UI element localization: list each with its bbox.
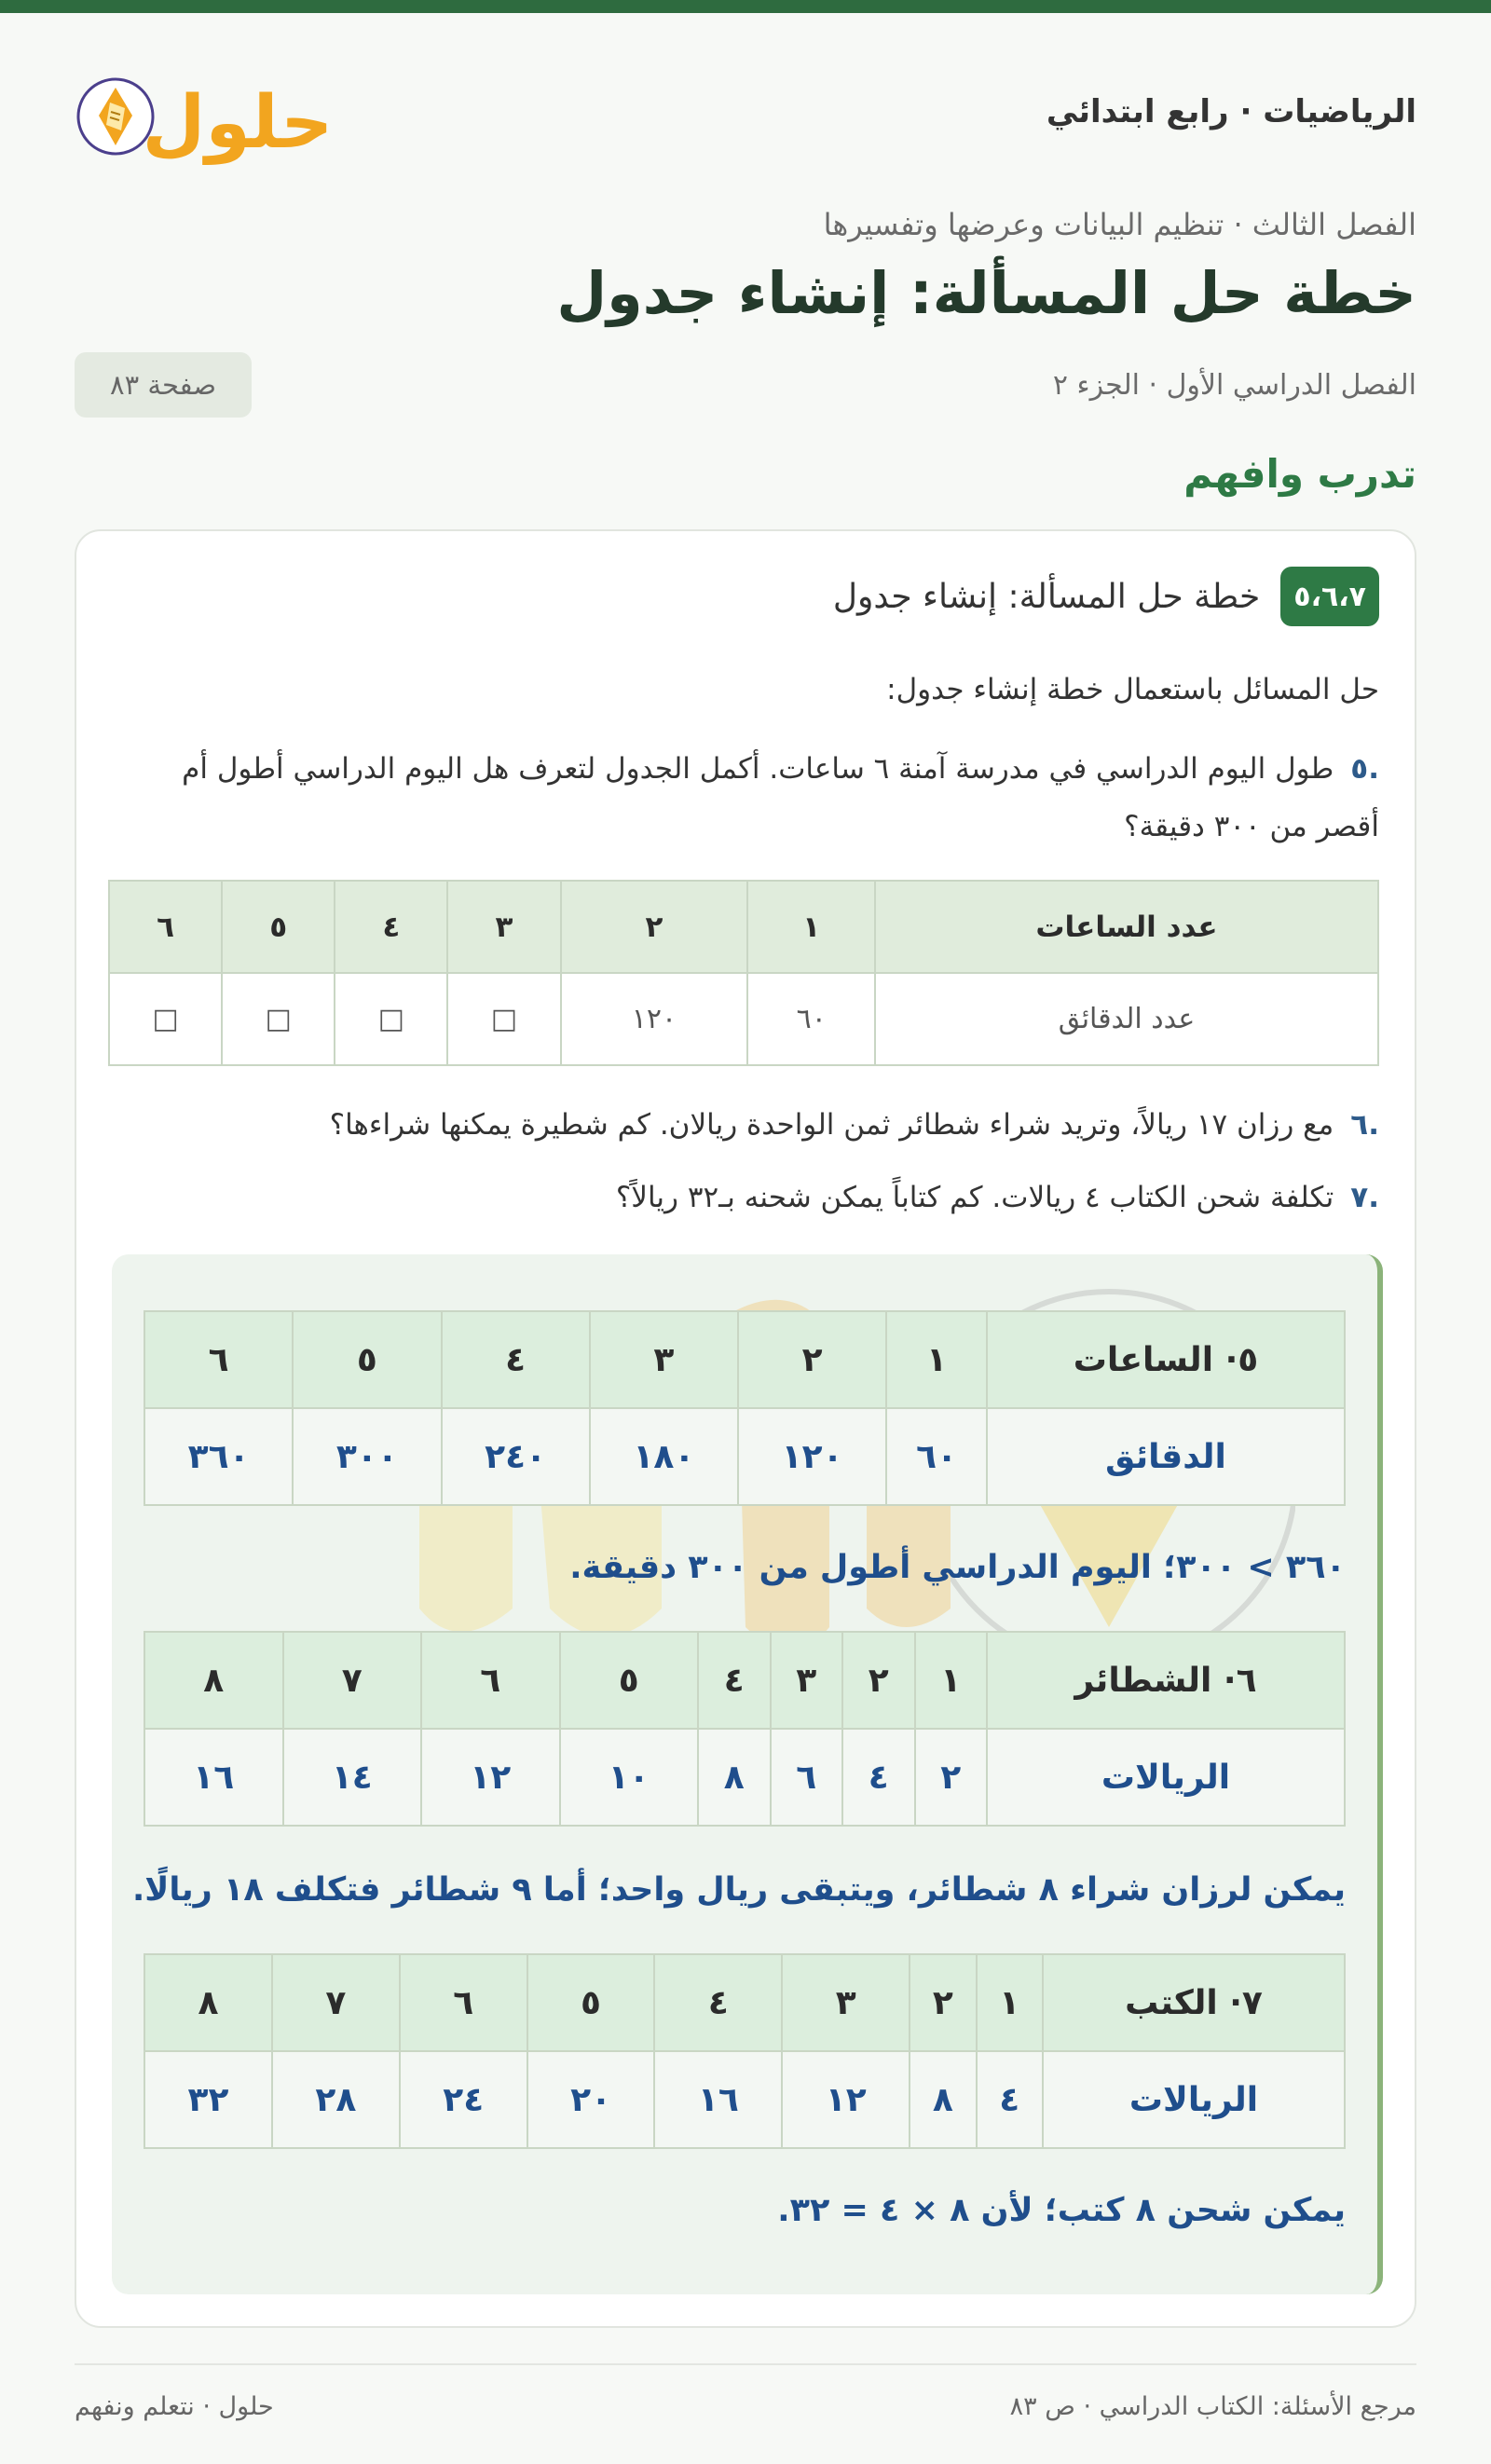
- table-header-cell: ٥: [293, 1311, 441, 1408]
- chapter-title: الفصل الثالث · تنظيم البيانات وعرضها وتفسيرها: [823, 207, 1416, 242]
- table-header-cell: ٦: [109, 881, 222, 973]
- exercise-card: [75, 529, 1416, 2328]
- header: [75, 56, 1416, 177]
- table-cell: ٣٦٠: [144, 1408, 293, 1505]
- table-cell: ٦٠: [747, 973, 875, 1065]
- section-title: تدرب وافهم: [1183, 451, 1416, 497]
- table-header-cell: ٤: [654, 1954, 782, 2051]
- table-cell: ٤: [977, 2051, 1043, 2148]
- table-header-cell: ٣: [590, 1311, 738, 1408]
- table-header-row: [144, 1954, 1345, 2051]
- table-header-cell: ٢: [738, 1311, 886, 1408]
- blank-cell: □: [447, 973, 560, 1065]
- table-header-cell: ٥: [222, 881, 335, 973]
- table-header-cell: ٥: [560, 1632, 698, 1729]
- table-cell: ١٦: [654, 2051, 782, 2148]
- table-row-label: عدد الدقائق: [875, 973, 1378, 1065]
- answer-6-conclusion: يمكن لرزان شراء ٨ شطائر، ويتبقى ريال واحد؛ أما ٩ شطائر فتكلف ١٨ ريالًا.: [131, 1871, 1346, 1909]
- table-cell: ٢٨: [272, 2051, 400, 2148]
- table-cell: ٢٤: [400, 2051, 527, 2148]
- table-cell: ٣٠٠: [293, 1408, 441, 1505]
- footer-divider: [75, 2363, 1416, 2365]
- table-cell: ٦٠: [886, 1408, 987, 1505]
- top-accent-bar: [0, 0, 1491, 13]
- table-header-cell: ٨: [144, 1632, 283, 1729]
- table-header-row: [144, 1311, 1345, 1408]
- table-header-cell: ٧: [272, 1954, 400, 2051]
- table-header-cell: ٤: [698, 1632, 771, 1729]
- question-6: [112, 1096, 1379, 1154]
- table-header-label: ٧· الكتب: [1043, 1954, 1345, 2051]
- table-header-cell: ٢: [842, 1632, 915, 1729]
- table-header-cell: ١: [747, 881, 875, 973]
- table-header-row: [144, 1632, 1345, 1729]
- table-cell: ١٢: [782, 2051, 910, 2148]
- lesson-header: [833, 567, 1379, 626]
- table-cell: ١٦: [144, 1729, 283, 1826]
- table-header-label: عدد الساعات: [875, 881, 1378, 973]
- footer-reference: مرجع الأسئلة: الكتاب الدراسي · ص ٨٣: [1009, 2392, 1416, 2421]
- table-header-label: ٥· الساعات: [987, 1311, 1345, 1408]
- blank-cell: □: [109, 973, 222, 1065]
- table-cell: ٨: [698, 1729, 771, 1826]
- question-number: .٧: [1350, 1181, 1379, 1214]
- answer-6-table: [144, 1631, 1346, 1827]
- table-header-row: [109, 881, 1378, 973]
- page-badge: صفحة ٨٣: [75, 352, 252, 418]
- table-row: [144, 1408, 1345, 1505]
- table-cell: ٣٢: [144, 2051, 272, 2148]
- blank-cell: □: [335, 973, 447, 1065]
- table-header-cell: ٣: [782, 1954, 910, 2051]
- table-header-cell: ٢: [910, 1954, 976, 2051]
- table-header-cell: ٨: [144, 1954, 272, 2051]
- question-number: .٦: [1350, 1108, 1379, 1142]
- answer-5-table: [144, 1310, 1346, 1506]
- table-header-cell: ١: [915, 1632, 988, 1729]
- question-5-table: [108, 880, 1379, 1066]
- table-row: [144, 1729, 1345, 1826]
- table-row-label: الريالات: [1043, 2051, 1345, 2148]
- question-text: تكلفة شحن الكتاب ٤ ريالات. كم كتاباً يمكن شحنه بـ٣٢ ريالاً؟: [615, 1181, 1334, 1214]
- table-header-label: ٦· الشطائر: [987, 1632, 1345, 1729]
- answer-7-table: [144, 1953, 1346, 2149]
- table-cell: ٦: [771, 1729, 843, 1826]
- question-text: طول اليوم الدراسي في مدرسة آمنة ٦ ساعات. أكمل الجدول لتعرف هل اليوم الدراسي أطول أم أقصر من ٣٠٠ دقيقة؟: [182, 752, 1379, 843]
- question-text: مع رزان ١٧ ريالاً، وتريد شراء شطائر ثمن الواحدة ريالان. كم شطيرة يمكنها شراءها؟: [329, 1108, 1334, 1142]
- table-header-cell: ٣: [447, 881, 560, 973]
- lesson-title: خطة حل المسألة: إنشاء جدول: [832, 577, 1261, 616]
- subject-label: الرياضيات · رابع ابتدائي: [1046, 93, 1416, 130]
- table-cell: ١٢: [421, 1729, 559, 1826]
- table-row-label: الدقائق: [987, 1408, 1345, 1505]
- page-title: خطة حل المسألة: إنشاء جدول: [556, 259, 1416, 327]
- table-header-cell: ١: [977, 1954, 1043, 2051]
- table-header-cell: ٦: [144, 1311, 293, 1408]
- table-cell: ٢٤٠: [442, 1408, 590, 1505]
- table-cell: ١٢٠: [738, 1408, 886, 1505]
- hulul-logo[interactable]: [75, 56, 335, 177]
- blank-cell: □: [222, 973, 335, 1065]
- instructions: حل المسائل باستعمال خطة إنشاء جدول:: [886, 673, 1379, 706]
- footer-tagline: حلول · نتعلم ونفهم: [75, 2392, 274, 2421]
- table-cell: ٤: [842, 1729, 915, 1826]
- question-number: .٥: [1350, 752, 1379, 786]
- table-cell: ١٤: [283, 1729, 421, 1826]
- table-header-cell: ٢: [561, 881, 748, 973]
- table-cell: ٨: [910, 2051, 976, 2148]
- table-header-cell: ٣: [771, 1632, 843, 1729]
- answer-7-conclusion: يمكن شحن ٨ كتب؛ لأن ٨ × ٤ = ٣٢.: [777, 2192, 1346, 2229]
- answer-5-conclusion: ٣٦٠ > ٣٠٠؛ اليوم الدراسي أطول من ٣٠٠ دقيقة.: [569, 1549, 1346, 1586]
- table-row: [109, 973, 1378, 1065]
- semester-label: الفصل الدراسي الأول · الجزء ٢: [1052, 369, 1416, 402]
- table-header-cell: ٧: [283, 1632, 421, 1729]
- table-header-cell: ٤: [442, 1311, 590, 1408]
- table-cell: ٢: [915, 1729, 988, 1826]
- table-header-cell: ٦: [421, 1632, 559, 1729]
- table-row-label: الريالات: [987, 1729, 1345, 1826]
- answer-box: [112, 1254, 1383, 2294]
- table-header-cell: ٤: [335, 881, 447, 973]
- table-header-cell: ٦: [400, 1954, 527, 2051]
- table-cell: ١٠: [560, 1729, 698, 1826]
- question-7: [112, 1169, 1379, 1226]
- table-header-cell: ٥: [527, 1954, 655, 2051]
- svg-text:حلول: حلول: [142, 81, 334, 165]
- table-cell: ١٨٠: [590, 1408, 738, 1505]
- table-cell: ١٢٠: [561, 973, 748, 1065]
- table-cell: ٢٠: [527, 2051, 655, 2148]
- table-row: [144, 2051, 1345, 2148]
- table-header-cell: ١: [886, 1311, 987, 1408]
- lesson-number-badge: ٥،٦،٧: [1280, 567, 1379, 626]
- question-5: [112, 740, 1379, 856]
